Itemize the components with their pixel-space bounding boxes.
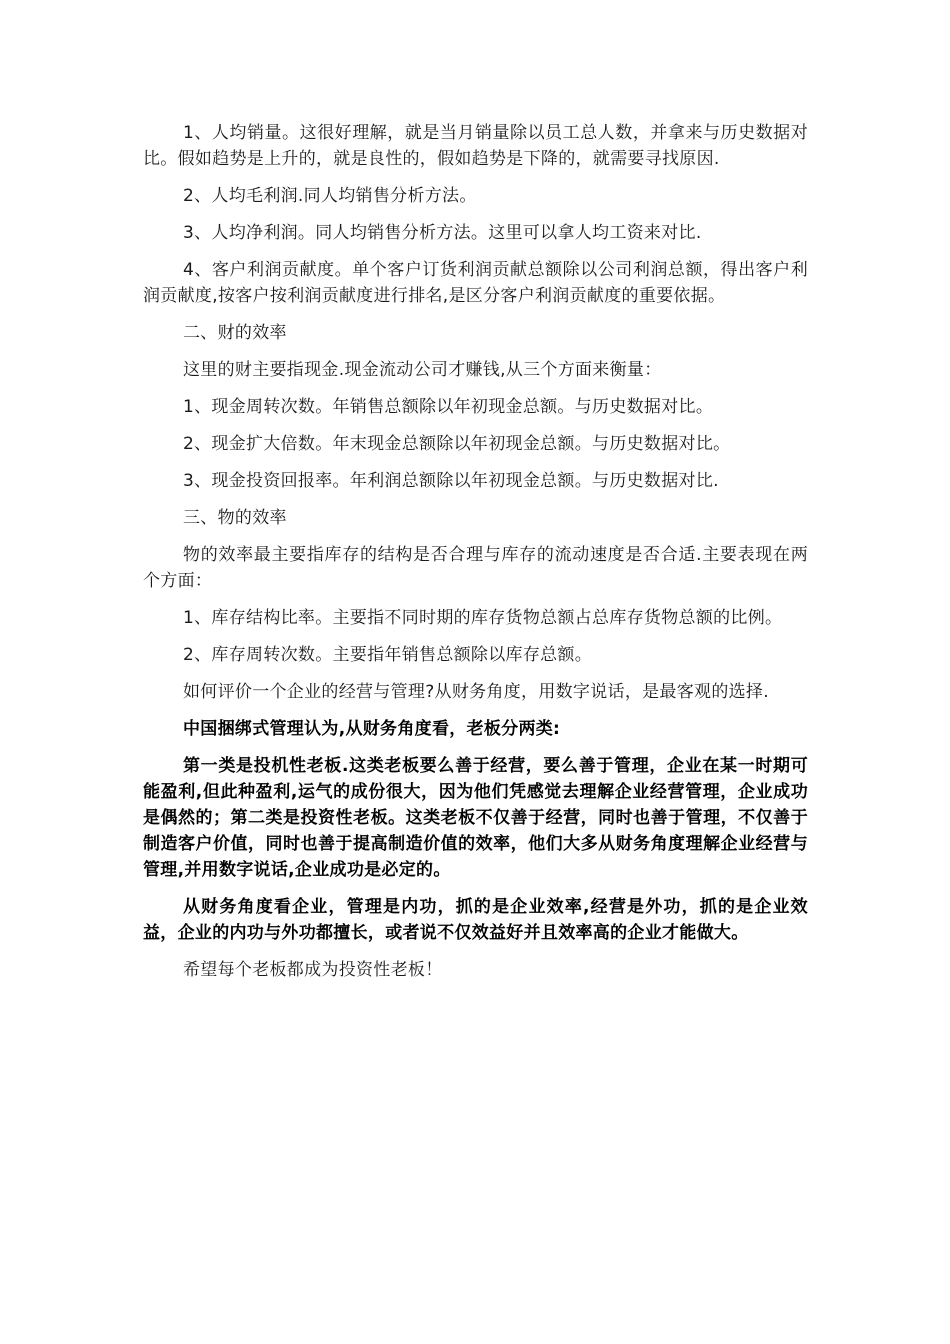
paragraph-closing-wish: 希望每个老板都成为投资性老板！ xyxy=(183,960,443,980)
paragraph-cash-roi: 3、现金投资回报率。年利润总额除以年初现金总额。与历史数据对比. xyxy=(183,471,719,491)
paragraph-cash-expansion: 2、现金扩大倍数。年末现金总额除以年初现金总额。与历史数据对比。 xyxy=(183,434,731,454)
section-heading-material-efficiency: 三、物的效率 xyxy=(183,508,287,528)
paragraph-evaluation-question: 如何评价一个企业的经营与管理?从财务角度，用数字说话，是最客观的选择. xyxy=(183,682,769,702)
paragraph-inventory-turnover: 2、库存周转次数。主要指年销售总额除以库存总额。 xyxy=(183,645,593,665)
paragraph-financial-intro: 这里的财主要指现金.现金流动公司才赚钱,从三个方面来衡量： xyxy=(183,360,662,380)
paragraph-per-capita-sales: 1、人均销量。这很好理解，就是当月销量除以员工总人数，并拿来与历史数据对比。假如趋势是上升的，就是良性的，假如趋势是下降的，就需要寻找原因. xyxy=(143,123,808,169)
paragraph-material-intro: 物的效率最主要指库存的结构是否合理与库存的流动速度是否合适.主要表现在两个方面： xyxy=(143,545,808,591)
paragraph-inventory-structure: 1、库存结构比率。主要指不同时期的库存货物总额占总库存货物总额的比例。 xyxy=(183,608,783,628)
paragraph-boss-types-detail: 第一类是投机性老板.这类老板要么善于经营，要么善于管理，企业在某一时期可能盈利,但此种盈利,运气的成份很大，因为他们凭感觉去理解企业经营管理，企业成功是偶然的；第二类是投资性老板。这类老板不仅善于经营，同时也善于管理，不仅善于制造客户价值，同时也善于提高制造价值的效率，他们大多从财务角度理解企业经营与管理,并用数字说话,企业成功是必定的。 xyxy=(143,756,808,880)
paragraph-per-capita-gross-profit: 2、人均毛利润.同人均销售分析方法。 xyxy=(183,186,477,206)
document-page xyxy=(143,120,808,994)
paragraph-per-capita-net-profit: 3、人均净利润。同人均销售分析方法。这里可以拿人均工资来对比. xyxy=(183,223,702,243)
section-heading-financial-efficiency: 二、财的效率 xyxy=(183,323,287,343)
paragraph-internal-external: 从财务角度看企业，管理是内功，抓的是企业效率,经营是外功，抓的是企业效益，企业的内功与外功都擅长，或者说不仅效益好并且效率高的企业才能做大。 xyxy=(143,897,808,943)
paragraph-customer-profit-contribution: 4、客户利润贡献度。单个客户订货利润贡献总额除以公司利润总额，得出客户利润贡献度,按客户按利润贡献度进行排名,是区分客户利润贡献度的重要依据。 xyxy=(143,260,808,306)
paragraph-cash-turnover: 1、现金周转次数。年销售总额除以年初现金总额。与历史数据对比。 xyxy=(183,397,714,417)
paragraph-boss-types-heading: 中国捆绑式管理认为,从财务角度看，老板分两类: xyxy=(183,719,561,739)
